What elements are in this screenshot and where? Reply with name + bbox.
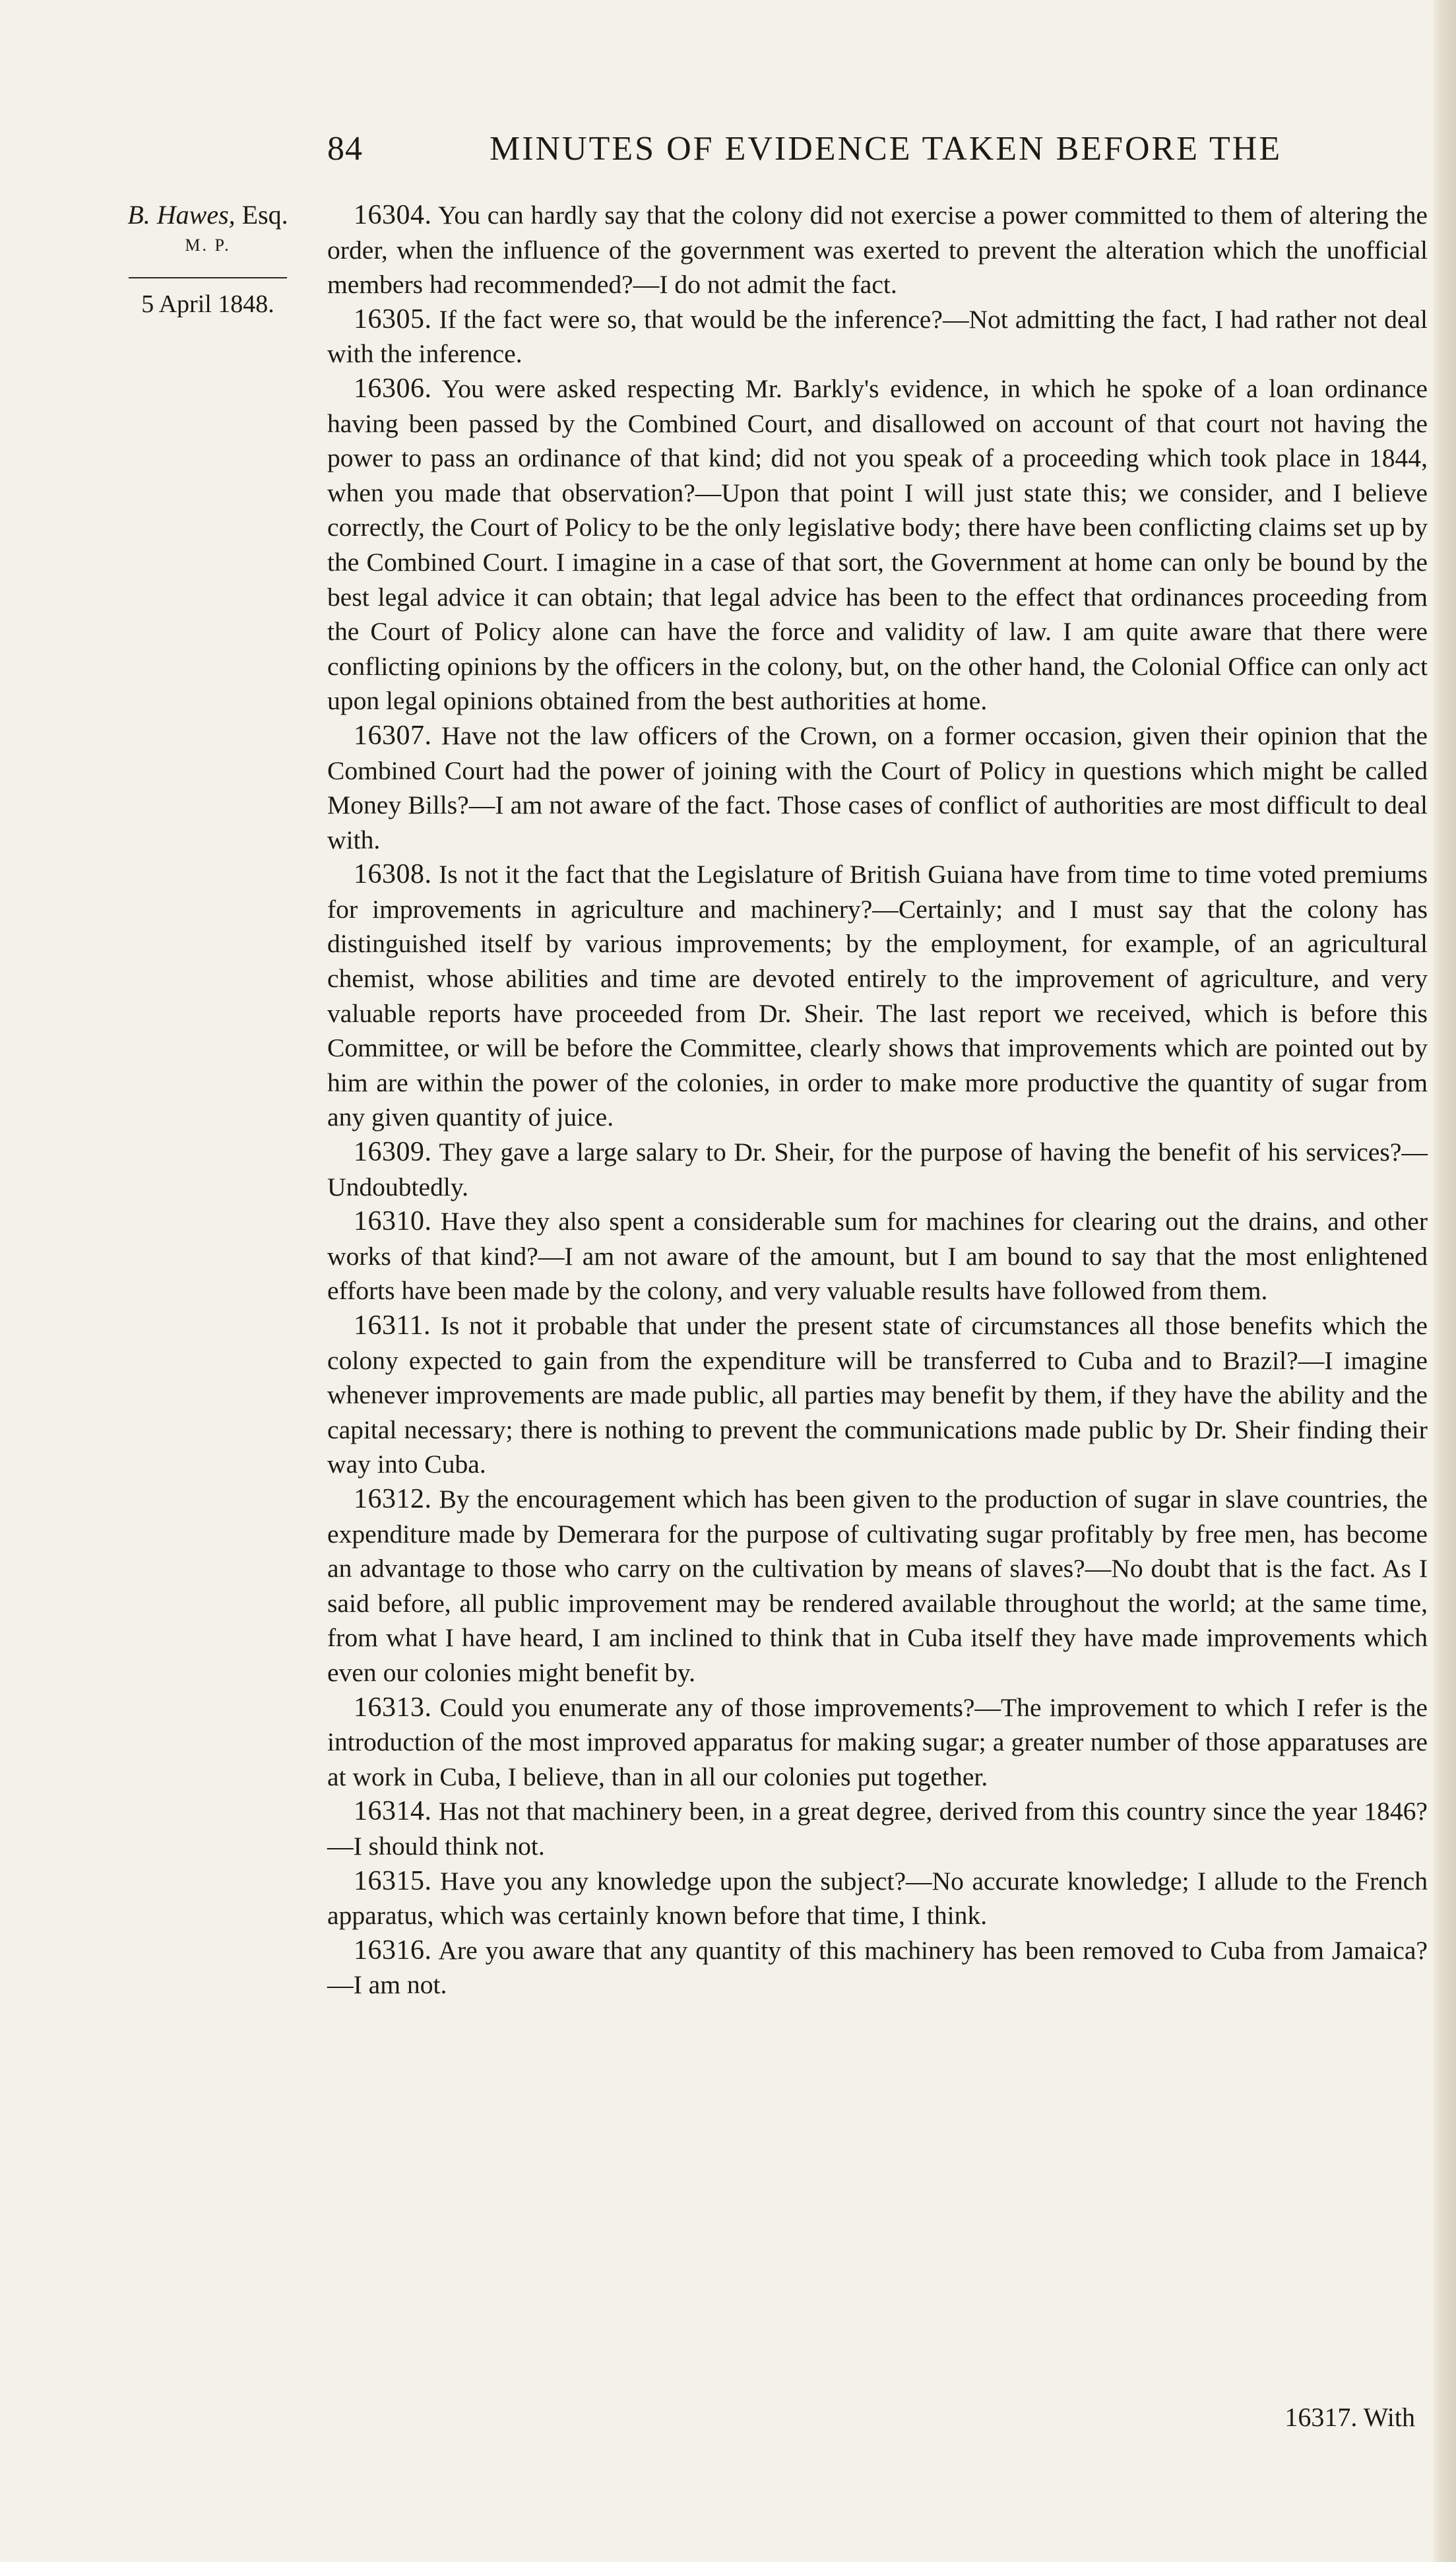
question-answer-text: If the fact were so, that would be the inference?—Not admitting the fact, I had rather not deal with the inference. — [327, 304, 1428, 369]
witness-name — [99, 198, 317, 232]
witness-suffix: M. P. — [185, 236, 231, 255]
margin-divider — [129, 277, 287, 278]
page-edge-shadow — [1434, 0, 1456, 2562]
question-number: 16307. — [354, 720, 432, 751]
question-answer-text: Have you any knowledge upon the subject?—No accurate knowledge; I allude to the French apparatus, which was certainly known before that time, I think. — [327, 1866, 1428, 1931]
witness-surname: B. Hawes, — [127, 200, 236, 230]
page-number: 84 — [327, 130, 363, 168]
running-title: MINUTES OF EVIDENCE TAKEN BEFORE THE — [490, 130, 1282, 168]
question-number: 16306. — [354, 373, 432, 404]
question-answer-text: Could you enumerate any of those improvements?—The improvement to which I refer is the introduction of the most improved apparatus for making sugar; a greater number of those apparatuses are at work in Cuba, I believe, than in all our colonies put together. — [327, 1692, 1428, 1791]
question-number: 16315. — [354, 1865, 432, 1896]
question-number: 16314. — [354, 1796, 432, 1827]
question-answer-text: By the encouragement which has been given to the production of sugar in slave countries, the expenditure made by Demerara for the purpose of cultivating sugar profitably by free men, has become an advantage to those who carry on the cultivation by means of slaves?—No doubt that is the fact. As I said before, all public improvement may be rendered available throughout the world; at the same time, from what I have heard, I am inclined to think that in Cuba itself they have made improvements which even our colonies might benefit by. — [327, 1484, 1428, 1687]
question-number: 16309. — [354, 1137, 432, 1168]
evidence-paragraph — [327, 1933, 1428, 2002]
evidence-paragraph — [327, 302, 1428, 371]
question-answer-text: Have they also spent a considerable sum for machines for clearing out the drains, and other works of that kind?—I am not aware of the amount, but I am bound to say that the most enlightened efforts have been made by the colony, and very valuable results have followed from them. — [327, 1207, 1428, 1306]
question-number: 16308. — [354, 859, 432, 890]
question-answer-text: Is not it probable that under the present state of circumstances all those benefits which the colony expected to gain from the expenditure will be transferred to Cuba and to Brazil?—I imagine whenever improvements are made public, all parties may benefit by them, if they have the ability and the capital necessary; there is nothing to prevent the communications made public by Dr. Sheir finding their way into Cuba. — [327, 1311, 1428, 1479]
evidence-paragraph — [327, 1204, 1428, 1308]
evidence-paragraph — [327, 1794, 1428, 1863]
margin-note — [99, 198, 317, 321]
question-number: 16310. — [354, 1206, 432, 1237]
evidence-paragraph — [327, 1135, 1428, 1204]
question-answer-text: You were asked respecting Mr. Barkly's evidence, in which he spoke of a loan ordinance having been passed by the Combined Court, and disallowed on account of that court not having the power to pass an ordinance of that kind; did not you speak of a proceeding which took place in 1844, when you made that observation?—Upon that point I will just state this; we consider, and I believe correctly, the Court of Policy to be the only legislative body; there have been conflicting claims set up by the Combined Court. I imagine in a case of that sort, the Government at home can only be bound by the best legal advice it can obtain; that legal advice has been to the effect that ordinances proceeding from the Court of Policy alone can have the force and validity of law. I am quite aware that there were conflicting opinions by the officers in the colony, but, on the other hand, the Colonial Office can only act upon legal opinions obtained from the best authorities at home. — [327, 373, 1428, 716]
question-answer-text: Have not the law officers of the Crown, on a former occasion, given their opinion that the Combined Court had the power of joining with the Court of Policy in questions which might be called Money Bills?—I am not aware of the fact. Those cases of conflict of authorities are most difficult to deal with. — [327, 721, 1428, 854]
question-number: 16313. — [354, 1692, 432, 1723]
question-answer-text: You can hardly say that the colony did not exercise a power committed to them of altering the order, when the influence of the government was exerted to prevent the alteration which the unofficial members had recommended?—I do not admit the fact. — [327, 201, 1428, 300]
catchword: 16317. With — [1284, 2402, 1415, 2432]
evidence-paragraph — [327, 1690, 1428, 1795]
witness-esq: Esq. — [241, 200, 288, 230]
evidence-paragraph — [327, 198, 1428, 302]
question-number: 16305. — [354, 304, 432, 335]
question-answer-text: Is not it the fact that the Legislature of British Guiana have from time to time voted premiums for improvements in agriculture and machinery?—Certainly; and I must say that the colony has distinguished itself by various improvements; by the employment, for example, of an agricultural chemist, whose abilities and time are devoted entirely to the improvement of agriculture, and very valuable reports have proceeded from Dr. Sheir. The last report we received, which is before this Committee, or will be before the Committee, clearly shows that improvements which are pointed out by him are within the power of the colonies, in order to make more productive the quantity of sugar from any given quantity of juice. — [327, 860, 1428, 1132]
question-number: 16311. — [354, 1310, 431, 1341]
evidence-paragraph — [327, 1308, 1428, 1482]
page-header — [327, 129, 1416, 182]
question-answer-text: Are you aware that any quantity of this machinery has been removed to Cuba from Jamaica?—I am not. — [327, 1935, 1428, 2000]
evidence-paragraph — [327, 1482, 1428, 1690]
question-answer-text: They gave a large salary to Dr. Sheir, for the purpose of having the benefit of his services?—Undoubtedly. — [327, 1137, 1428, 1201]
question-answer-text: Has not that machinery been, in a great degree, derived from this country since the year 1846?—I should think not. — [327, 1797, 1428, 1861]
evidence-paragraph — [327, 857, 1428, 1135]
evidence-paragraph — [327, 1864, 1428, 1933]
hearing-date: 5 April 1848. — [141, 290, 274, 318]
evidence-paragraph — [327, 719, 1428, 857]
evidence-paragraph — [327, 371, 1428, 719]
question-number: 16316. — [354, 1935, 432, 1966]
evidence-body — [327, 198, 1428, 2002]
question-number: 16312. — [354, 1483, 432, 1514]
question-number: 16304. — [354, 200, 432, 230]
